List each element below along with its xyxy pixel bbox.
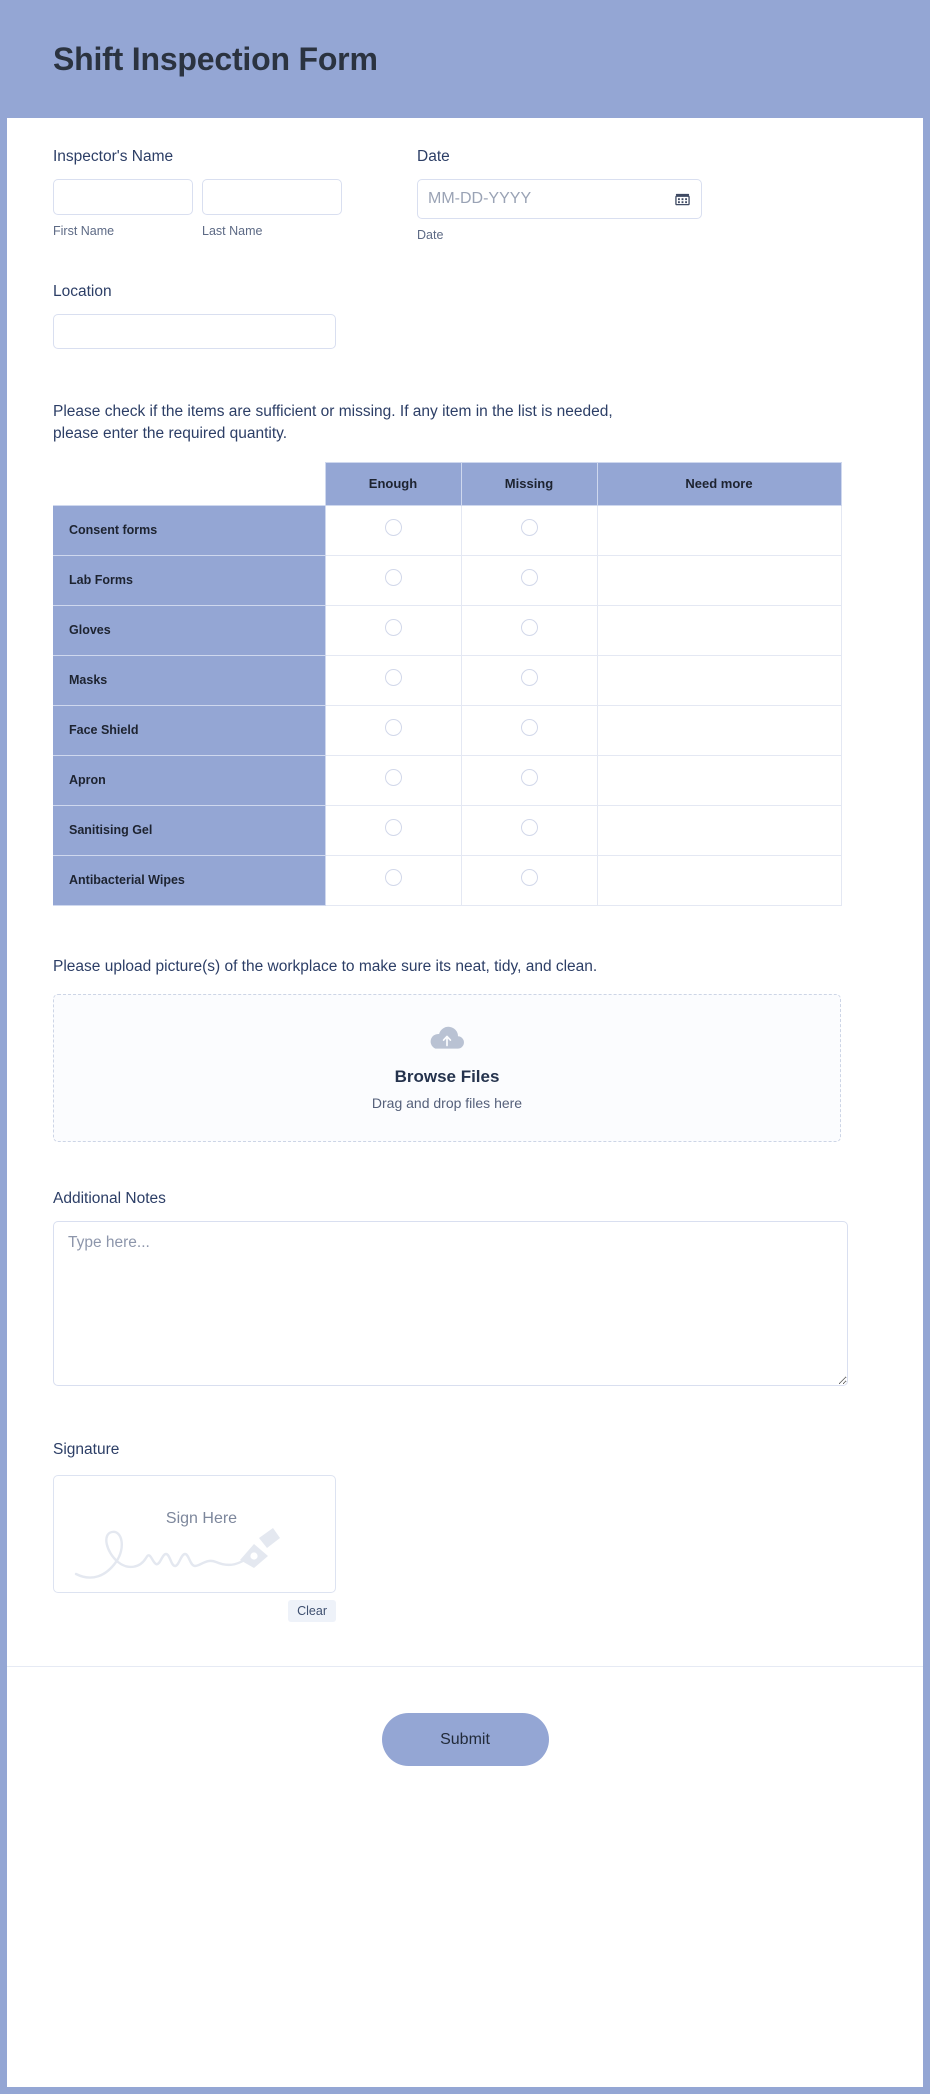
radio-missing[interactable] (521, 569, 538, 586)
browse-files-label[interactable]: Browse Files (394, 1067, 500, 1087)
inspector-name-label: Inspector's Name (53, 148, 174, 165)
additional-notes-textarea[interactable] (53, 1221, 848, 1386)
need-more-cell[interactable] (597, 705, 841, 755)
inspector-name-group (53, 148, 360, 242)
radio-cell-enough[interactable] (325, 505, 461, 555)
first-name-col (53, 179, 193, 238)
form-body (7, 118, 923, 1622)
last-name-sublabel: Last Name (202, 224, 263, 238)
first-name-sublabel: First Name (53, 224, 115, 238)
radio-cell-missing[interactable] (461, 755, 597, 805)
date-input[interactable] (417, 179, 702, 219)
calendar-icon[interactable] (675, 192, 690, 207)
signature-group (53, 1441, 877, 1622)
radio-cell-enough[interactable] (325, 805, 461, 855)
radio-cell-missing[interactable] (461, 805, 597, 855)
drag-drop-text: Drag and drop files here (371, 1095, 523, 1112)
radio-missing[interactable] (521, 869, 538, 886)
form-footer (7, 1666, 923, 1813)
sign-here-text: Sign Here (165, 1509, 238, 1527)
radio-cell-enough[interactable] (325, 555, 461, 605)
radio-enough[interactable] (385, 819, 402, 836)
row-label: Antibacterial Wipes (53, 855, 325, 905)
column-header-missing: Missing (461, 462, 597, 505)
row-label: Face Shield (53, 705, 325, 755)
radio-enough[interactable] (385, 619, 402, 636)
location-label: Location (53, 283, 112, 300)
signature-placeholder-scribble (54, 1476, 336, 1593)
date-label: Date (417, 148, 450, 165)
radio-missing[interactable] (521, 719, 538, 736)
need-more-cell[interactable] (597, 505, 841, 555)
row-label: Gloves (53, 605, 325, 655)
last-name-col (202, 179, 342, 238)
radio-missing[interactable] (521, 819, 538, 836)
row-label: Apron (53, 755, 325, 805)
location-input[interactable] (53, 314, 336, 349)
form-header (7, 0, 923, 118)
radio-enough[interactable] (385, 869, 402, 886)
row-label: Consent forms (53, 505, 325, 555)
radio-cell-enough[interactable] (325, 655, 461, 705)
matrix-instruction: Please check if the items are sufficient or missing. If any item in the list is needed, please enter the required quantity. (53, 403, 613, 443)
matrix-corner-cell (53, 462, 325, 505)
table-row (53, 605, 841, 655)
radio-enough[interactable] (385, 669, 402, 686)
matrix-header-row (53, 462, 841, 505)
pen-nib-icon (240, 1528, 280, 1568)
table-row (53, 855, 841, 905)
signature-pad[interactable] (53, 1475, 336, 1593)
radio-cell-missing[interactable] (461, 705, 597, 755)
location-group (53, 283, 336, 349)
radio-enough[interactable] (385, 769, 402, 786)
matrix-body (53, 505, 841, 905)
need-more-cell[interactable] (597, 605, 841, 655)
radio-cell-missing[interactable] (461, 555, 597, 605)
radio-enough[interactable] (385, 519, 402, 536)
column-header-enough: Enough (325, 462, 461, 505)
need-more-cell[interactable] (597, 555, 841, 605)
first-name-input[interactable] (53, 179, 193, 215)
radio-cell-missing[interactable] (461, 855, 597, 905)
file-dropzone[interactable] (53, 994, 841, 1142)
need-more-cell[interactable] (597, 805, 841, 855)
radio-cell-enough[interactable] (325, 855, 461, 905)
radio-cell-enough[interactable] (325, 755, 461, 805)
clear-signature-button[interactable]: Clear (288, 1600, 336, 1622)
submit-button[interactable]: Submit (382, 1713, 549, 1766)
radio-cell-missing[interactable] (461, 605, 597, 655)
radio-enough[interactable] (385, 719, 402, 736)
radio-enough[interactable] (385, 569, 402, 586)
table-row (53, 505, 841, 555)
last-name-input[interactable] (202, 179, 342, 215)
inventory-matrix-table (53, 462, 842, 906)
need-more-cell[interactable] (597, 755, 841, 805)
radio-missing[interactable] (521, 619, 538, 636)
radio-cell-enough[interactable] (325, 605, 461, 655)
need-more-cell[interactable] (597, 855, 841, 905)
table-row (53, 555, 841, 605)
page-title: Shift Inspection Form (53, 40, 378, 77)
table-row (53, 755, 841, 805)
date-sublabel: Date (417, 228, 444, 242)
row-label: Masks (53, 655, 325, 705)
need-more-cell[interactable] (597, 655, 841, 705)
radio-missing[interactable] (521, 669, 538, 686)
radio-cell-enough[interactable] (325, 705, 461, 755)
radio-cell-missing[interactable] (461, 505, 597, 555)
row-label: Sanitising Gel (53, 805, 325, 855)
additional-notes-label: Additional Notes (53, 1189, 166, 1207)
column-header-need-more: Need more (597, 462, 841, 505)
table-row (53, 655, 841, 705)
radio-cell-missing[interactable] (461, 655, 597, 705)
upload-label: Please upload picture(s) of the workplace to make sure its neat, tidy, and clean. (53, 957, 598, 975)
additional-notes-group (53, 1190, 877, 1391)
row-label: Lab Forms (53, 555, 325, 605)
table-row (53, 805, 841, 855)
signature-label: Signature (53, 1440, 120, 1458)
radio-missing[interactable] (521, 769, 538, 786)
name-date-row (53, 148, 877, 242)
date-group (417, 148, 702, 242)
radio-missing[interactable] (521, 519, 538, 536)
table-row (53, 705, 841, 755)
cloud-upload-icon (427, 1024, 467, 1054)
